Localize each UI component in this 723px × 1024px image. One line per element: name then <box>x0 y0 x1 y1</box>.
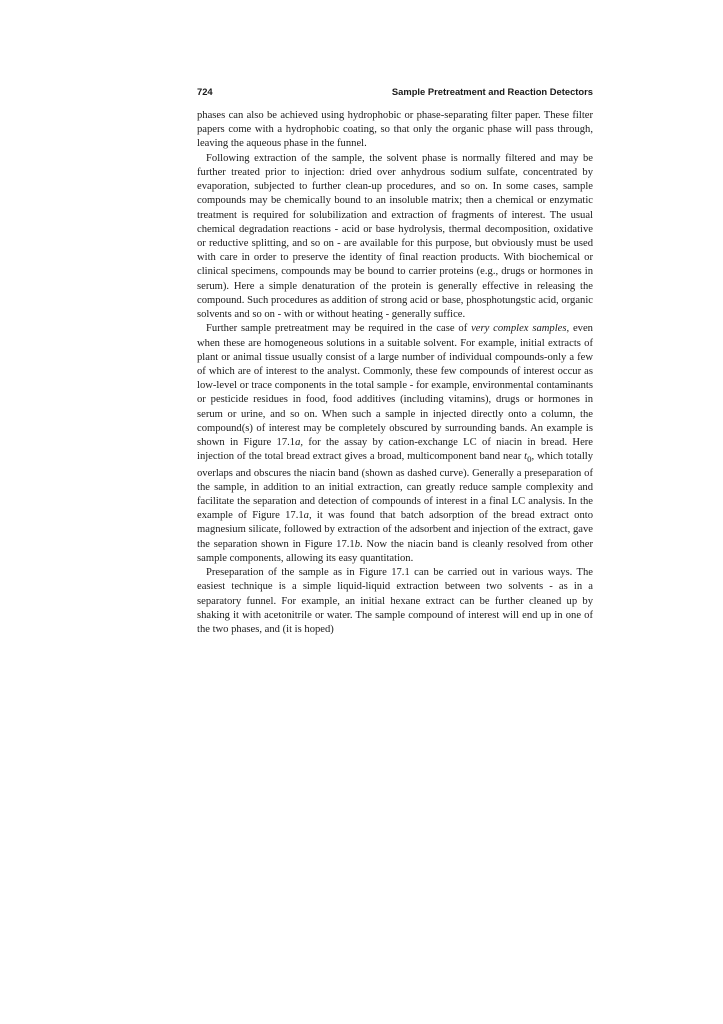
running-title: Sample Pretreatment and Reaction Detectors <box>391 86 593 97</box>
paragraph-3-text: Further sample pretreatment may be required in the case of <box>206 323 472 335</box>
paragraph-4: Preseparation of the sample as in Figure 17.1 can be carried out in various ways. The easiest technique is a simple liquid-liquid extraction between two solvents - as in a separatory funnel. For example, an initial hexane extract can be further cleaned up by shaking it with acetonitrile or water. The sample compound of interest will end up in one of the two phases, and (it is hoped) <box>197 567 593 635</box>
figure-panel-label: b <box>354 538 360 550</box>
paragraph-3-text: , which totally overlaps and obscures the niacin band (shown as dashed curve). Generally a preseparation of the sample, in addition to an initial extraction, can greatly reduce sample complexity and facilitate the separation and detection of compounds of interest in a final LC analysis. In the example of Figure 17.1 <box>197 451 593 522</box>
paragraph-3-text: . Now the niacin band is cleanly resolved from other sample components, allowing its easy quantitation. <box>197 538 593 564</box>
figure-panel-label: a <box>303 510 309 522</box>
document-page <box>197 86 593 637</box>
paragraph-3 <box>197 322 593 566</box>
symbol-t: t <box>524 451 528 463</box>
emphasis-very-complex-samples: very complex samples, <box>471 323 570 335</box>
paragraph-3-text: for the assay by cation-exchange LC of niacin in bread. Here injection of the total bread extract gives a broad, multicomponent band near <box>197 437 593 463</box>
paragraph-3-text: , it was found that batch adsorption of the bread extract onto magnesium silicate, followed by extraction of the adsorbent and injection of the extract, gave the separation shown in Figure 17.1 <box>197 510 593 550</box>
subscript-zero: 0 <box>527 454 532 465</box>
paragraph-3-text: even when these are homogeneous solutions in a suitable solvent. For example, initial extracts of plant or animal tissue usually consist of a large number of individual compounds-only a few of which are of interest to the analyst. Commonly, these few compounds of interest occur as low-level or trace components in the total sample - for example, environmental contaminants or pesticide residues in food, food additives (including vitamins), drugs or hormones in serum or urine, and so on. When such a sample in injected directly onto a column, the compound(s) of interest may be completely obscured by surrounding bands. An example is shown in Figure 17.1 <box>197 323 593 449</box>
figure-panel-label: a, <box>295 437 304 449</box>
body-text <box>197 109 593 637</box>
paragraph-2: Following extraction of the sample, the solvent phase is normally filtered and may be further treated prior to injection: dried over anhydrous sodium sulfate, concentrated by evaporation, subjected to further clean-up procedures, and so on. In some cases, sample compounds may be chemically bound to an insoluble matrix; then a chemical or enzymatic treatment is required for solubilization and extraction of fragments of interest. The usual chemical degradation reactions - acid or base hydrolysis, thermal decomposition, oxidative or reductive splitting, and so on - are available for this purpose, but obviously must be used with care in order to preserve the identity of final reaction products. With biochemical or clinical specimens, compounds may be bound to carrier proteins (e.g., drugs or hormones in serum). Here a simple denaturation of the protein is generally effective in releasing the compound. Such procedures as addition of strong acid or base, phosphotungstic acid, organic solvents and so on - with or without heating - generally suffice. <box>197 152 593 321</box>
running-header <box>197 86 593 98</box>
page-number: 724 <box>197 86 213 97</box>
paragraph-1: phases can also be achieved using hydrophobic or phase-separating filter paper. These filter papers come with a hydrophobic coating, so that only the organic phase will pass through, leaving the aqueous phase in the funnel. <box>197 110 593 150</box>
